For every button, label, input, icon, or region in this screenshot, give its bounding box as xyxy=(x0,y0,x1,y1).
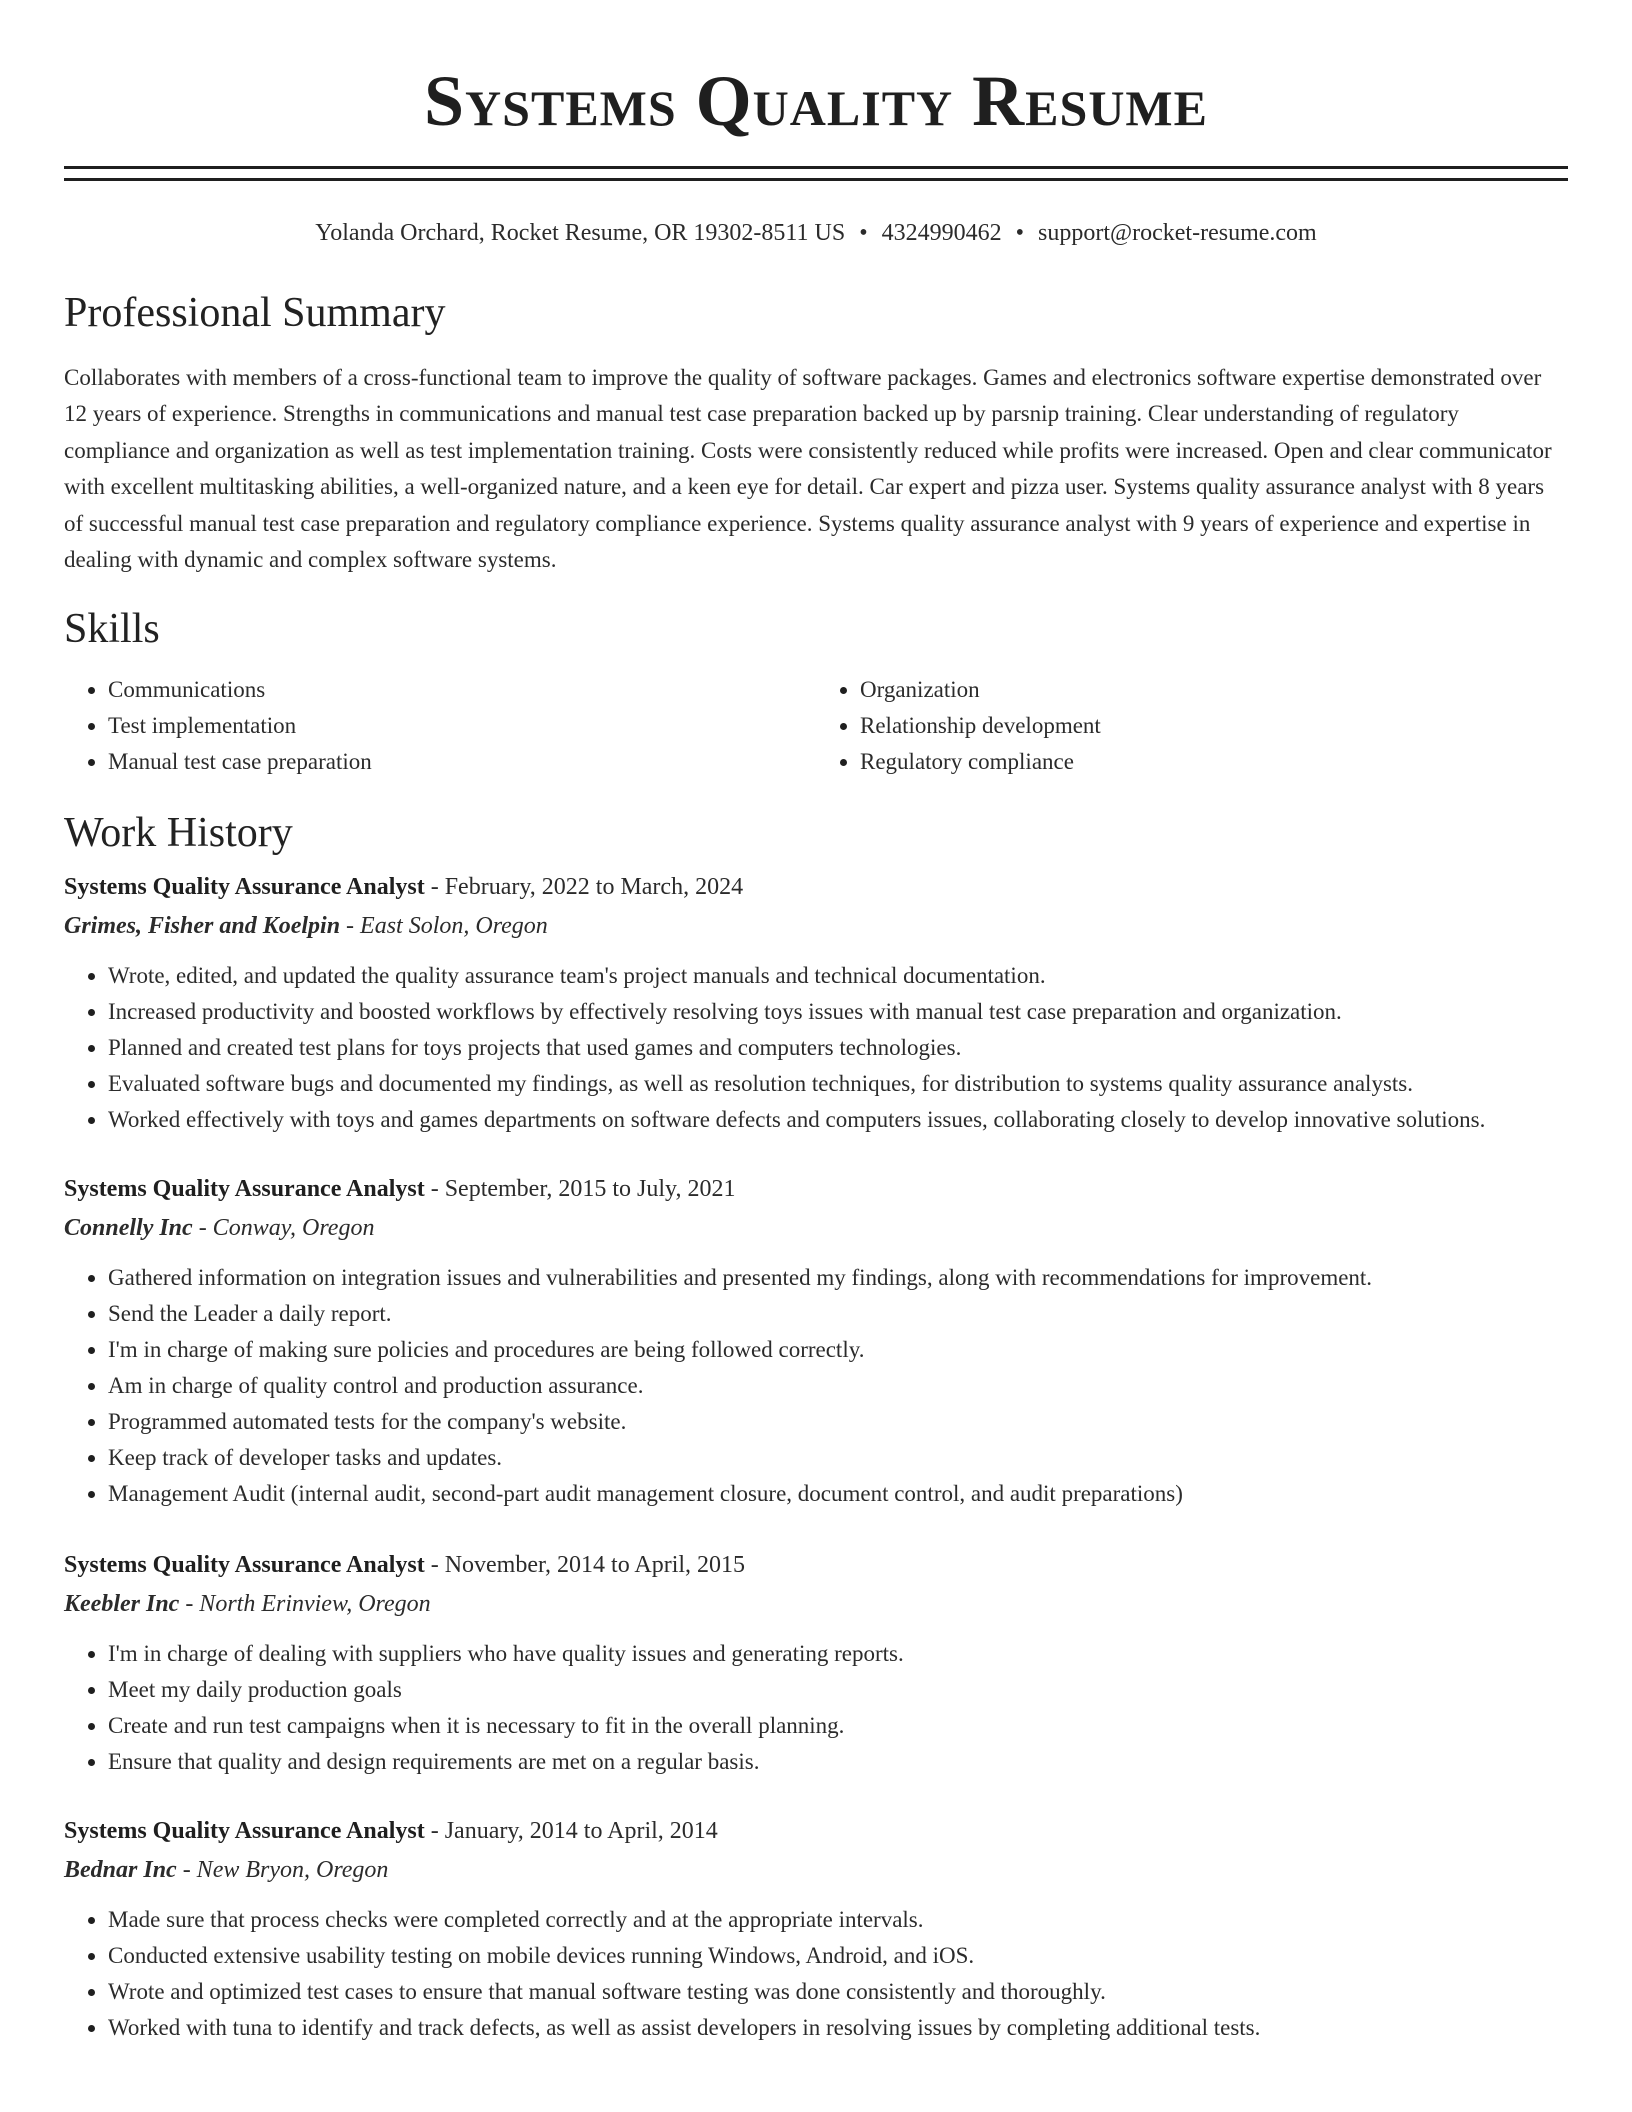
job-duties xyxy=(64,1260,1568,1512)
duty-item: • Planned and created test plans for toys projects that used games and computers technologies. xyxy=(108,1030,1568,1066)
summary-text: Collaborates with members of a cross-functional team to improve the quality of software packages. Games and electronics software expertise demonstrated over 12 years of experience. Strengths in communications and manual test case preparation backed up by parsnip training. Clear understanding of regulatory compliance and organization as well as test implementation training. Costs were consistently reduced while profits were increased. Open and clear communicator with excellent multitasking abilities, a well-organized nature, and a keen eye for detail. Car expert and pizza user. Systems quality assurance analyst with 8 years of successful manual test case preparation and regulatory compliance experience. Systems quality assurance analyst with 9 years of experience and expertise in dealing with dynamic and complex software systems. xyxy=(64,365,1552,573)
work-history-heading: Work History xyxy=(64,810,293,857)
duty-item: • Worked effectively with toys and games departments on software defects and computers issues, collaborating closely to develop innovative solutions. xyxy=(108,1102,1568,1138)
job-entry xyxy=(64,868,1568,1138)
skill-item: • Regulatory compliance xyxy=(860,744,1568,780)
skills-column-right xyxy=(816,672,1568,780)
duty-item: • Conducted extensive usability testing on mobile devices running Windows, Android, and iOS. xyxy=(108,1938,1568,1974)
duty-item: • Increased productivity and boosted workflows by effectively resolving toys issues with manual test case preparation and organization. xyxy=(108,994,1568,1030)
job-entry xyxy=(64,1170,1568,1512)
job-company: Keebler Inc xyxy=(64,1591,180,1618)
contact-separator: • xyxy=(1015,220,1025,246)
skill-item: • Test implementation xyxy=(108,708,816,744)
title-double-rule xyxy=(64,166,1568,181)
duty-item: • Wrote, edited, and updated the quality assurance team's project manuals and technical documentation. xyxy=(108,958,1568,994)
duty-item: • Keep track of developer tasks and updates. xyxy=(108,1440,1568,1476)
job-duties xyxy=(64,958,1568,1138)
job-header xyxy=(64,868,1568,906)
skills-heading: Skills xyxy=(64,606,160,653)
contact-address: Yolanda Orchard, Rocket Resume, OR 19302-8511 US xyxy=(315,220,846,246)
job-employer xyxy=(64,1584,1568,1624)
job-company: Grimes, Fisher and Koelpin xyxy=(64,913,341,940)
skill-item: • Communications xyxy=(108,672,816,708)
duty-item: • Create and run test campaigns when it is necessary to fit in the overall planning. xyxy=(108,1708,1568,1744)
duty-item: • Gathered information on integration issues and vulnerabilities and presented my findings, along with recommendations for improvement. xyxy=(108,1260,1568,1296)
summary-heading: Professional Summary xyxy=(64,290,446,336)
job-location: - New Bryon, Oregon xyxy=(182,1857,389,1884)
contact-line xyxy=(64,218,1568,248)
duty-item: • Ensure that quality and design requirements are met on a regular basis. xyxy=(108,1744,1568,1780)
duty-item: • Programmed automated tests for the company's website. xyxy=(108,1404,1568,1440)
contact-phone: 4324990462 xyxy=(881,220,1002,246)
job-title: Systems Quality Assurance Analyst xyxy=(64,1552,425,1579)
job-header xyxy=(64,1812,1568,1850)
job-employer xyxy=(64,1850,1568,1890)
job-title: Systems Quality Assurance Analyst xyxy=(64,1818,425,1845)
job-location: - Conway, Oregon xyxy=(198,1215,375,1242)
resume-title: Systems Quality Resume xyxy=(424,61,1208,141)
duty-item: • Am in charge of quality control and production assurance. xyxy=(108,1368,1568,1404)
duty-item: • Send the Leader a daily report. xyxy=(108,1296,1568,1332)
skills-list xyxy=(64,672,1568,780)
contact-separator: • xyxy=(859,220,868,246)
skills-column-left xyxy=(64,672,816,780)
job-dates: - September, 2015 to July, 2021 xyxy=(430,1176,736,1203)
duty-item: • Worked with tuna to identify and track defects, as well as assist developers in resolving issues by completing additional tests. xyxy=(108,2010,1568,2046)
job-duties xyxy=(64,1636,1568,1780)
duty-item: • Made sure that process checks were completed correctly and at the appropriate intervals. xyxy=(108,1902,1568,1938)
job-employer xyxy=(64,906,1568,946)
duty-item: • I'm in charge of making sure policies and procedures are being followed correctly. xyxy=(108,1332,1568,1368)
job-employer xyxy=(64,1208,1568,1248)
job-dates: - January, 2014 to April, 2014 xyxy=(430,1818,718,1845)
skill-item: • Organization xyxy=(860,672,1568,708)
duty-item: • Management Audit (internal audit, second-part audit management closure, document control, and audit preparations) xyxy=(108,1476,1568,1512)
job-location: - East Solon, Oregon xyxy=(346,913,548,940)
contact-email: support@rocket-resume.com xyxy=(1038,220,1317,246)
job-dates: - November, 2014 to April, 2015 xyxy=(430,1552,746,1579)
skill-item: • Manual test case preparation xyxy=(108,744,816,780)
job-entry xyxy=(64,1546,1568,1780)
job-dates: - February, 2022 to March, 2024 xyxy=(430,874,744,901)
job-title: Systems Quality Assurance Analyst xyxy=(64,874,425,901)
duty-item: • Wrote and optimized test cases to ensure that manual software testing was done consistently and thoroughly. xyxy=(108,1974,1568,2010)
job-header xyxy=(64,1546,1568,1584)
job-entry xyxy=(64,1812,1568,2046)
duty-item: • Meet my daily production goals xyxy=(108,1672,1568,1708)
job-company: Bednar Inc xyxy=(64,1857,177,1884)
skill-item: • Relationship development xyxy=(860,708,1568,744)
duty-item: • I'm in charge of dealing with suppliers who have quality issues and generating reports. xyxy=(108,1636,1568,1672)
job-title: Systems Quality Assurance Analyst xyxy=(64,1176,425,1203)
duty-item: • Evaluated software bugs and documented my findings, as well as resolution techniques, for distribution to systems quality assurance analysts. xyxy=(108,1066,1568,1102)
job-location: - North Erinview, Oregon xyxy=(185,1591,431,1618)
job-header xyxy=(64,1170,1568,1208)
job-company: Connelly Inc xyxy=(64,1215,193,1242)
job-duties xyxy=(64,1902,1568,2046)
